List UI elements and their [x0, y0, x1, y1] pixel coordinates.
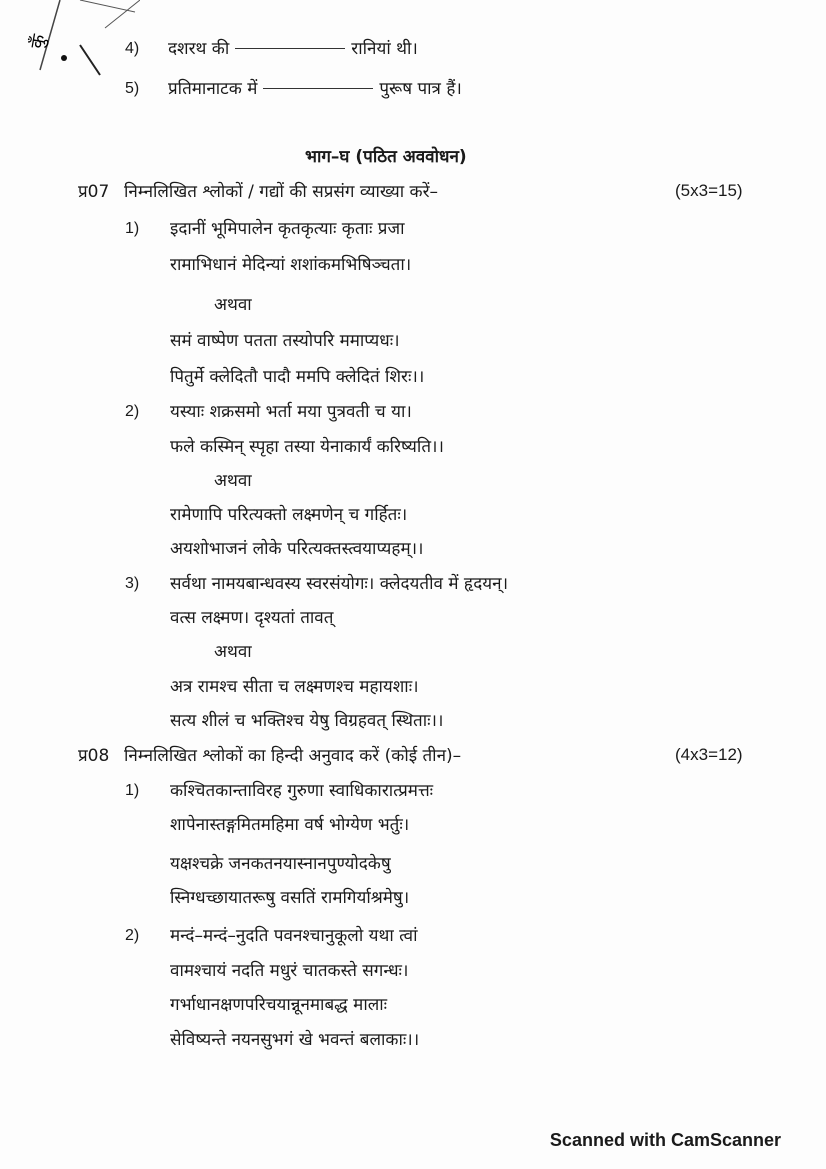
q7-item-3-line-3: अत्र रामश्च सीता च लक्ष्मणश्च महायशाः।	[170, 677, 419, 697]
q8-item-1-number: 1)	[125, 782, 140, 799]
section-title: भाग–घ (पठित अववोधन)	[305, 147, 467, 167]
q8-item-1-line-1: कश्चितकान्ताविरह गुरुणा स्वाधिकारात्प्रमत्तः	[170, 781, 434, 801]
q7-item-3-line-4: सत्य शीलं च भक्तिश्च येषु विग्रहवत् स्थिताः।।	[170, 711, 444, 731]
corner-mark-text: कुँ	[26, 32, 50, 51]
q7-item-3-line-1: सर्वथा नामयबान्धवस्य स्वरसंयोगः। क्लेदयतीव में हृदयन्।	[170, 574, 509, 594]
q8-item-2-number: 2)	[125, 927, 140, 944]
q7-item-1-number: 1)	[125, 220, 140, 237]
blank-q4-number: 4)	[125, 40, 140, 57]
q7-item-1-line-1: इदानीं भूमिपालेन कृतकृत्याः कृताः प्रजा	[170, 219, 405, 239]
q8-item-2-line-3: गर्भाधानक्षणपरिचयान्नूनमाबद्ध मालाः	[170, 995, 388, 1015]
camscanner-watermark: Scanned with CamScanner	[549, 1130, 781, 1150]
q7-item-1-or: अथवा	[214, 295, 252, 315]
q7-label: प्र07	[78, 182, 110, 202]
q8-item-1-line-4: स्निग्धच्छायातरूषु वसतिं रामगिर्याश्रमेषु।	[170, 888, 410, 908]
q7-item-1-line-4: पितुर्मे क्लेदितौ पादौ ममपि क्लेदितं शिरः।।	[170, 367, 425, 387]
q7-item-2-line-1: यस्याः शक्रसमो भर्ता मया पुत्रवती च या।	[170, 402, 412, 422]
q8-label: प्र08	[78, 746, 110, 766]
q8-item-2-line-2: वामश्चायं नदति मधुरं चातकस्ते सगन्धः।	[170, 961, 409, 981]
blank-line-icon	[235, 48, 345, 49]
q7-item-3-or: अथवा	[214, 642, 252, 662]
q8-item-2-line-1: मन्दं–मन्दं–नुदति पवनश्चानुकूलो यथा त्वां	[170, 926, 418, 946]
blank-q4: दशरथ की रानियां थी।	[168, 39, 418, 59]
q7-item-1-line-3: समं वाष्पेण पतता तस्योपरि ममाप्यधः।	[170, 331, 400, 351]
q7-marks: (5x3=15)	[675, 181, 743, 200]
q7-item-2-number: 2)	[125, 403, 140, 420]
q8-item-2-line-4: सेविष्यन्ते नयनसुभगं खे भवन्तं बलाकाः।।	[170, 1030, 420, 1050]
q8-item-1-line-2: शापेनास्तङ्गमितमहिमा वर्ष भोग्येण भर्तुः।	[170, 815, 410, 835]
q7-item-3-number: 3)	[125, 575, 140, 592]
corner-scribble	[0, 0, 140, 110]
q8-marks: (4x3=12)	[675, 745, 743, 764]
q7-item-2-or: अथवा	[214, 471, 252, 491]
q7-item-1-line-2: रामाभिधानं मेदिन्यां शशांकमभिषिञ्चता।	[170, 255, 412, 275]
q8-item-1-line-3: यक्षश्चक्रे जनकतनयास्नानपुण्योदकेषु	[170, 854, 391, 874]
q8-instruction: निम्नलिखित श्लोकों का हिन्दी अनुवाद करें (कोई तीन)–	[124, 746, 462, 766]
blank-q5: प्रतिमानाटक में पुरूष पात्र हैं।	[168, 79, 462, 99]
q7-item-3-line-2: वत्स लक्ष्मण। दृश्यतां तावत्	[170, 608, 334, 628]
q7-item-2-line-2: फले कस्मिन् स्पृहा तस्या येनाकार्यं करिष्यति।।	[170, 437, 444, 457]
blank-line-icon	[263, 88, 373, 89]
q7-item-2-line-3: रामेणापि परित्यक्तो लक्ष्मणेन् च गर्हितः।	[170, 505, 408, 525]
blank-q5-number: 5)	[125, 80, 140, 97]
q7-item-2-line-4: अयशोभाजनं लोके परित्यक्तस्त्वयाप्यहम्।।	[170, 539, 424, 559]
q7-instruction: निम्नलिखित श्लोकों / गद्यों की सप्रसंग व्याख्या करें–	[124, 182, 439, 202]
